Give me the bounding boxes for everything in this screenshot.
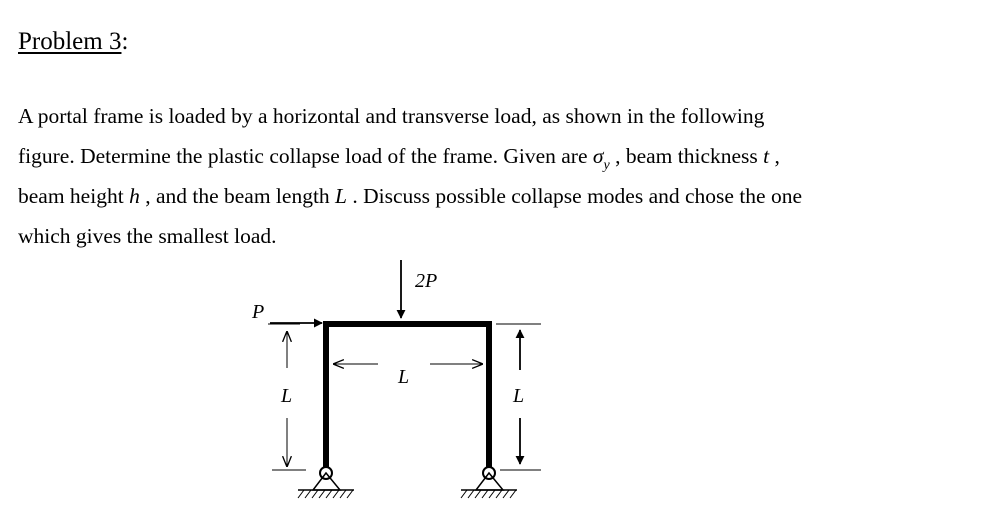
statement-line-2-text-b: , beam thickness bbox=[609, 144, 764, 168]
span-label: L bbox=[398, 366, 410, 388]
problem-title-colon: : bbox=[121, 28, 129, 55]
length-symbol: L bbox=[335, 184, 348, 208]
statement-line-3-text-c: . Discuss possible collapse modes and chose the one bbox=[347, 184, 803, 208]
statement-line-3-text-a: beam height bbox=[18, 184, 130, 208]
statement-line-2-text-a: figure. Determine the plastic collapse load of the frame. Given are bbox=[18, 144, 593, 168]
statement-line-3-text-b: , and the beam length bbox=[139, 184, 336, 208]
height-symbol: h bbox=[129, 184, 140, 208]
right-height-label: L bbox=[513, 385, 525, 407]
thickness-symbol: t bbox=[763, 144, 770, 168]
frame-members bbox=[323, 324, 492, 470]
horizontal-load-label: P bbox=[252, 301, 265, 323]
yield-stress-symbol: σ bbox=[592, 144, 604, 168]
left-pin-support bbox=[298, 467, 354, 498]
statement-line-1: A portal frame is loaded by a horizontal and transverse load, as shown in the following bbox=[18, 104, 765, 128]
right-pin-support bbox=[461, 467, 517, 498]
problem-title: Problem 3 bbox=[18, 28, 122, 55]
vertical-load-label: 2P bbox=[415, 270, 438, 292]
yield-stress-subscript: y bbox=[603, 158, 610, 173]
statement-line-2-text-c: , bbox=[769, 144, 780, 168]
left-height-label: L bbox=[281, 385, 293, 407]
statement-line-4: which gives the smallest load. bbox=[18, 224, 277, 248]
